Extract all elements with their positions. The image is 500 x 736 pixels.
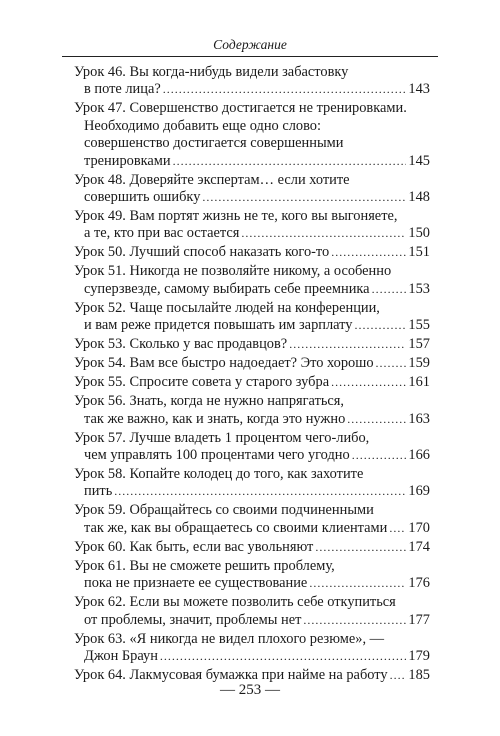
toc-entry-title-line: чем управлять 100 процентами чего угодно: [84, 447, 350, 464]
dot-leader: [309, 575, 406, 592]
header-rule: [62, 56, 438, 57]
dot-leader: [241, 225, 406, 242]
running-header: Содержание: [213, 37, 287, 52]
toc-entry-title-line: в поте лица?: [84, 81, 161, 98]
toc-entry-title-line: суперзвезде, самому выбирать себе преемника: [84, 280, 370, 297]
toc-entry: [74, 244, 430, 261]
toc-entry-title-line: Урок 51. Никогда не позволяйте никому, а особенно: [74, 263, 392, 280]
toc-entry-title-line: от проблемы, значит, проблемы нет: [84, 611, 302, 628]
toc-entry: [74, 208, 430, 243]
toc-entry-page-number: 170: [408, 519, 430, 536]
toc-entry-page-number: 166: [408, 447, 430, 464]
dot-leader: [303, 612, 406, 629]
toc-entry-page-number: 157: [408, 336, 430, 353]
toc-entry-page-number: 150: [408, 225, 430, 242]
toc-entry-last-line: [74, 244, 430, 261]
toc-entry-page-number: 153: [408, 280, 430, 297]
toc-entry-last-line: [74, 575, 430, 592]
toc-entry-title-line: так же важно, как и знать, когда это нужно: [84, 410, 346, 427]
toc-entry-title-line: тренировками: [84, 152, 171, 169]
toc-entry-page-number: 169: [408, 483, 430, 500]
toc-entry-title-line: Урок 50. Лучший способ наказать кого-то: [74, 244, 330, 261]
toc-entry: [74, 466, 430, 501]
dot-leader: [331, 374, 406, 391]
toc-entry-last-line: [74, 281, 430, 298]
toc-entry-title-line: Урок 61. Вы не сможете решить проблему,: [74, 557, 335, 574]
dot-leader: [376, 355, 407, 372]
toc-entry-page-number: 185: [408, 667, 430, 684]
toc-entry-last-line: [74, 612, 430, 629]
toc-entry-title-line: пока не признаете ее существование: [84, 575, 308, 592]
toc-entry-title-line: Урок 54. Вам все быстро надоедает? Это хорошо: [74, 355, 374, 372]
toc-entry-title-line: Урок 57. Лучше владеть 1 процентом чего-либо,: [74, 429, 370, 446]
toc-entry: [74, 374, 430, 391]
dot-leader: [331, 244, 406, 261]
toc-entry-last-line: [74, 374, 430, 391]
toc-entry-last-line: [74, 355, 430, 372]
dot-leader: [163, 81, 407, 98]
toc-entry-page-number: 161: [408, 374, 430, 391]
toc-entry-last-line: [74, 81, 430, 98]
toc-entry-title-line: Урок 59. Обращайтесь со своими подчиненными: [74, 502, 374, 519]
dot-leader: [114, 483, 406, 500]
toc-entry-page-number: 174: [408, 538, 430, 555]
toc-entry-title-line: Урок 62. Если вы можете позволить себе откупиться: [74, 594, 396, 611]
toc-entry: [74, 355, 430, 372]
toc-entry-page-number: 145: [408, 152, 430, 169]
dot-leader: [173, 153, 407, 170]
toc-entry-page-number: 177: [408, 611, 430, 628]
toc-entry-page-number: 163: [408, 410, 430, 427]
toc-entry: [74, 430, 430, 465]
toc-entry-page-number: 155: [408, 317, 430, 334]
toc-entry-title-line: пить: [84, 483, 113, 500]
toc-entry-last-line: [74, 483, 430, 500]
toc-entry-title-line: Урок 48. Доверяйте экспертам… если хотите: [74, 171, 350, 188]
toc-entry-title-line: и вам реже придется повышать им зарплату: [84, 317, 353, 334]
toc-entry: [74, 263, 430, 298]
toc-entry-last-line: [74, 648, 430, 665]
toc-entry-last-line: [74, 411, 430, 428]
dot-leader: [372, 281, 407, 298]
toc-entry: [74, 172, 430, 207]
toc-entry-title-line: совершенство достигается совершенными: [84, 135, 344, 152]
toc-entry-last-line: [74, 539, 430, 556]
toc-entry-last-line: [74, 225, 430, 242]
dot-leader: [347, 411, 406, 428]
toc-entry-title-line: а те, кто при вас остается: [84, 225, 240, 242]
toc-entry-last-line: [74, 520, 430, 537]
dot-leader: [202, 189, 406, 206]
toc-entry-title-line: Урок 64. Лакмусовая бумажка при найме на работу: [74, 667, 388, 684]
toc-entry: [74, 594, 430, 629]
toc-entry-page-number: 179: [408, 648, 430, 665]
toc-entry: [74, 539, 430, 556]
toc-entry-last-line: [74, 153, 430, 170]
toc-entry: [74, 502, 430, 537]
toc-entry-title-line: Джон Браун: [84, 648, 158, 665]
toc-entry-last-line: [74, 317, 430, 334]
toc-entry-last-line: [74, 189, 430, 206]
toc-entry-title-line: Урок 53. Сколько у вас продавцов?: [74, 336, 288, 353]
toc-entry-title-line: Урок 46. Вы когда-нибудь видели забастовку: [74, 64, 349, 80]
toc-entry-title-line: Урок 56. Знать, когда не нужно напрягаться,: [74, 393, 345, 410]
dot-leader: [389, 520, 406, 537]
table-of-contents: [74, 64, 430, 686]
toc-entry: [74, 64, 430, 99]
toc-entry: [74, 100, 430, 170]
toc-entry: [74, 393, 430, 428]
toc-entry-title-line: Урок 58. Копайте колодец до того, как захотите: [74, 466, 364, 483]
toc-entry-title-line: Урок 47. Совершенство достигается не тренировками.: [74, 100, 407, 117]
toc-entry-page-number: 143: [408, 81, 430, 98]
toc-entry: [74, 631, 430, 666]
toc-entry-title-line: Урок 60. Как быть, если вас увольняют: [74, 538, 314, 555]
toc-entry-title-line: Урок 55. Спросите совета у старого зубра: [74, 374, 330, 391]
toc-entry-last-line: [74, 336, 430, 353]
toc-entry: [74, 300, 430, 335]
dot-leader: [315, 539, 406, 556]
toc-entry-page-number: 176: [408, 575, 430, 592]
toc-entry-title-line: Необходимо добавить еще одно слово:: [84, 117, 321, 134]
toc-entry-title-line: Урок 52. Чаще посылайте людей на конференции,: [74, 299, 380, 316]
dot-leader: [354, 317, 406, 334]
page-number-folio: — 253 —: [220, 682, 280, 698]
toc-entry-title-line: совершить ошибку: [84, 189, 201, 206]
toc-entry-title-line: Урок 49. Вам портят жизнь не те, кого вы выгоняете,: [74, 208, 398, 225]
toc-entry-last-line: [74, 447, 430, 464]
toc-entry-title-line: Урок 63. «Я никогда не видел плохого резюме», —: [74, 630, 385, 647]
toc-entry-page-number: 151: [408, 244, 430, 261]
toc-entry-page-number: 159: [408, 355, 430, 372]
toc-entry: [74, 336, 430, 353]
toc-entry-page-number: 148: [408, 189, 430, 206]
toc-entry-title-line: так же, как вы обращаетесь со своими клиентами: [84, 519, 388, 536]
dot-leader: [289, 336, 406, 353]
toc-entry: [74, 558, 430, 593]
dot-leader: [352, 447, 407, 464]
dot-leader: [160, 648, 407, 665]
